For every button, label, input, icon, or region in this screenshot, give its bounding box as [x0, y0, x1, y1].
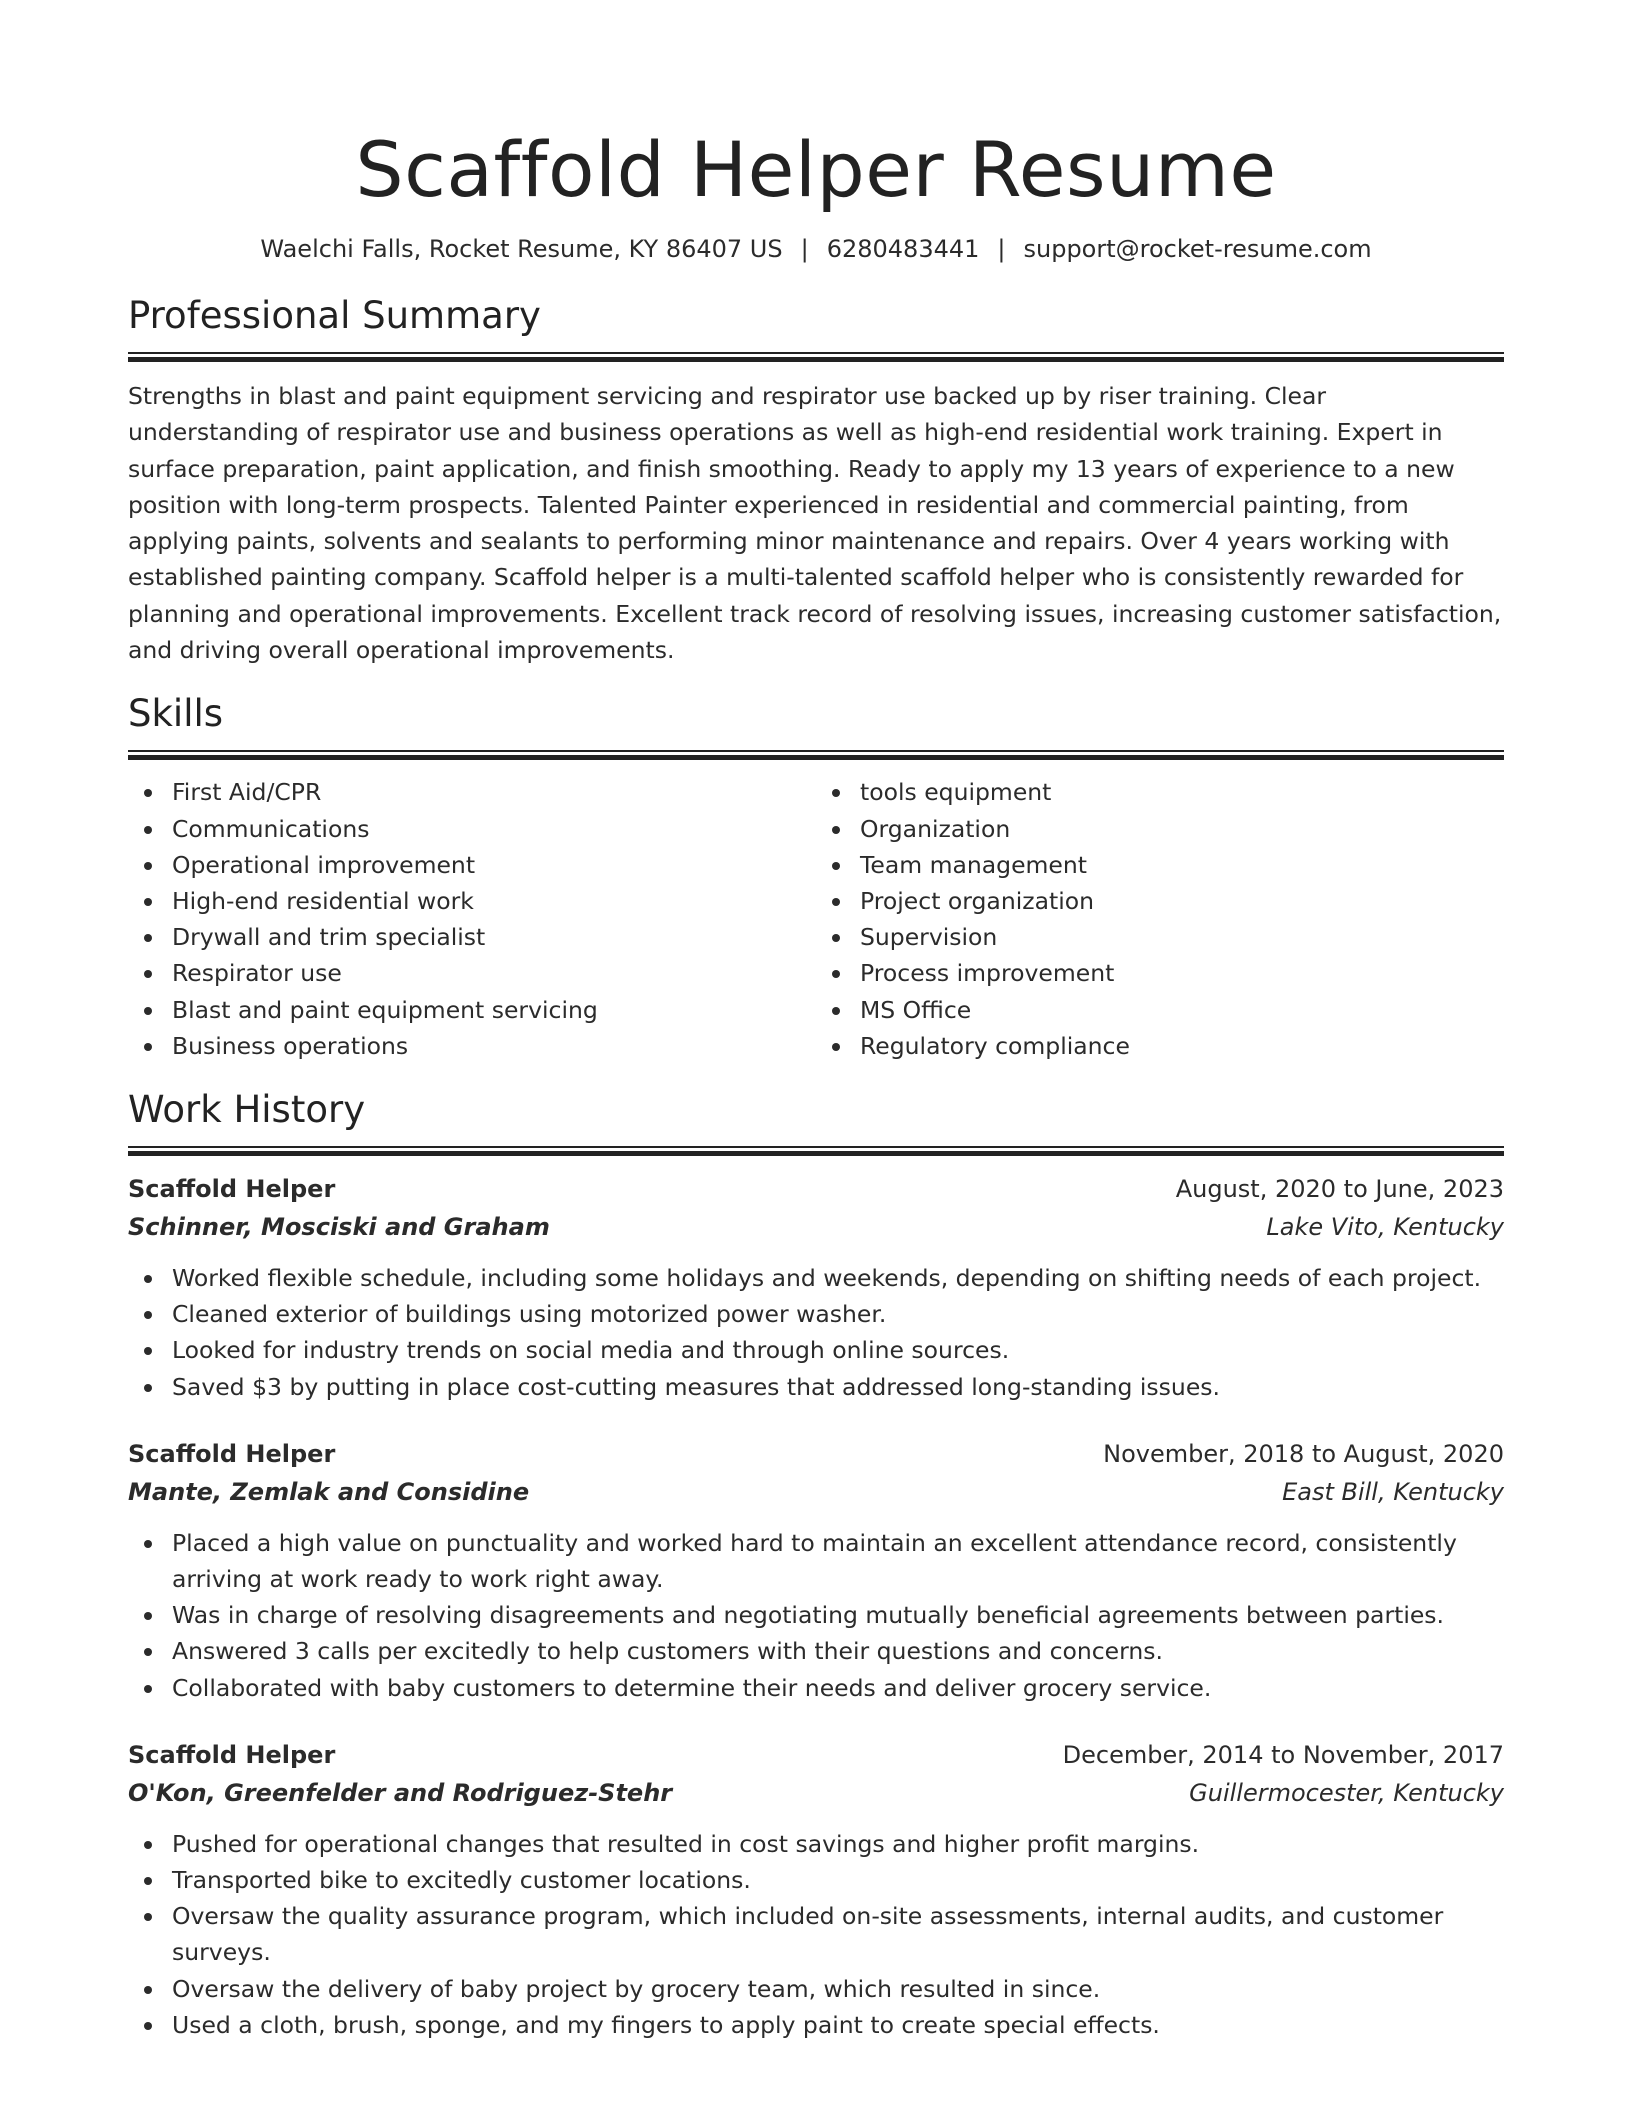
- resume-title: Scaffold Helper Resume: [355, 125, 1277, 214]
- skill-item: First Aid/CPR: [128, 774, 816, 810]
- summary-text: Strengths in blast and paint equipment servicing and respirator use backed up by riser training. Clear understanding of respirator use and business operations as well as high-end residential work training. Expert in surface preparation, paint application, and finish smoothing. Ready to apply my 13 years of experience to a new position with long-term prospects. Talented Painter experienced in residential and commercial painting, from applying paints, solvents and sealants to performing minor maintenance and repairs. Over 4 years working with established painting company. Scaffold helper is a multi-talented scaffold helper who is consistently rewarded for planning and operational improvements. Excellent track record of resolving issues, increasing customer satisfaction, and driving overall operational improvements.: [128, 382, 1502, 665]
- job-bullet: Used a cloth, brush, sponge, and my fingers to apply paint to create special effects.: [128, 2007, 1504, 2043]
- job-bullet: Saved $3 by putting in place cost-cutting measures that addressed long-standing issues.: [128, 1369, 1504, 1405]
- skills-list-left: [128, 774, 816, 1064]
- job-title: Scaffold Helper: [128, 1740, 336, 1769]
- section-divider: [128, 750, 1504, 760]
- skills-section: [128, 690, 1504, 1064]
- job-bullet: Placed a high value on punctuality and worked hard to maintain an excellent attendance record, consistently arriving at work ready to work right away.: [128, 1525, 1504, 1597]
- job-bullet: Pushed for operational changes that resulted in cost savings and higher profit margins.: [128, 1826, 1504, 1862]
- job-subheader: [128, 1473, 1504, 1511]
- skill-item: Regulatory compliance: [816, 1028, 1504, 1064]
- job-dates: November, 2018 to August, 2020: [1103, 1439, 1504, 1468]
- job-bullet: Oversaw the delivery of baby project by grocery team, which resulted in since.: [128, 1971, 1504, 2007]
- job-company: Schinner, Mosciski and Graham: [128, 1213, 550, 1241]
- job-entry: [128, 1435, 1504, 1706]
- skill-item: Supervision: [816, 919, 1504, 955]
- skills-columns: [128, 774, 1504, 1064]
- skill-item: Organization: [816, 811, 1504, 847]
- skills-list-right: [816, 774, 1504, 1064]
- job-company: Mante, Zemlak and Considine: [128, 1477, 530, 1506]
- job-location: Guillermocester, Kentucky: [1189, 1778, 1504, 1807]
- job-bullet: Was in charge of resolving disagreements and negotiating mutually beneficial agreements between parties.: [128, 1597, 1504, 1633]
- job-bullet: Answered 3 calls per excitedly to help customers with their questions and concerns.: [128, 1633, 1504, 1669]
- work-section: [128, 1086, 1504, 2043]
- job-dates: August, 2020 to June, 2023: [1175, 1175, 1504, 1203]
- job-bullets: [128, 1826, 1504, 2043]
- section-title-skills: Skills: [128, 692, 224, 736]
- skill-item: Drywall and trim specialist: [128, 919, 816, 955]
- skill-item: Blast and paint equipment servicing: [128, 992, 816, 1028]
- skill-item: Communications: [128, 811, 816, 847]
- contact-address: Waelchi Falls, Rocket Resume, KY 86407 US: [260, 235, 783, 263]
- skill-item: Team management: [816, 847, 1504, 883]
- contact-phone: 6280483441: [826, 235, 980, 263]
- job-title: Scaffold Helper: [128, 1175, 336, 1203]
- job-location: Lake Vito, Kentucky: [1266, 1213, 1504, 1241]
- job-bullets: [128, 1260, 1504, 1405]
- section-title-work: Work History: [128, 1088, 366, 1131]
- job-bullets: [128, 1525, 1504, 1706]
- job-company: O'Kon, Greenfelder and Rodriguez-Stehr: [128, 1778, 673, 1807]
- job-entry: [128, 1736, 1504, 2043]
- skill-item: High-end residential work: [128, 883, 816, 919]
- job-dates: December, 2014 to November, 2017: [1062, 1740, 1504, 1769]
- job-bullet: Worked flexible schedule, including some holidays and weekends, depending on shifting needs of each project.: [128, 1260, 1504, 1296]
- job-subheader: [128, 1208, 1504, 1246]
- summary-section: [128, 292, 1504, 668]
- job-bullet: Collaborated with baby customers to determine their needs and deliver grocery service.: [128, 1670, 1504, 1706]
- skill-item: tools equipment: [816, 774, 1504, 810]
- skill-item: Business operations: [128, 1028, 816, 1064]
- contact-separator: |: [997, 235, 1006, 263]
- skill-item: Project organization: [816, 883, 1504, 919]
- job-header: [128, 1435, 1504, 1473]
- contact-email: support@rocket-resume.com: [1023, 235, 1372, 263]
- section-divider: [128, 1146, 1504, 1156]
- job-bullet: Transported bike to excitedly customer locations.: [128, 1862, 1504, 1898]
- contact-line: [128, 232, 1504, 266]
- section-title-summary: Professional Summary: [128, 294, 541, 337]
- job-location: East Bill, Kentucky: [1282, 1477, 1504, 1506]
- job-title: Scaffold Helper: [128, 1439, 336, 1468]
- skill-item: Operational improvement: [128, 847, 816, 883]
- job-header: [128, 1170, 1504, 1208]
- job-bullet: Cleaned exterior of buildings using motorized power washer.: [128, 1296, 1504, 1332]
- job-entry: [128, 1170, 1504, 1405]
- job-bullet: Oversaw the quality assurance program, which included on-site assessments, internal audits, and customer surveys.: [128, 1898, 1504, 1970]
- section-divider: [128, 352, 1504, 362]
- job-header: [128, 1736, 1504, 1774]
- job-subheader: [128, 1774, 1504, 1812]
- skill-item: Respirator use: [128, 955, 816, 991]
- job-bullet: Looked for industry trends on social media and through online sources.: [128, 1332, 1504, 1368]
- contact-separator: |: [800, 235, 809, 263]
- skill-item: MS Office: [816, 992, 1504, 1028]
- skill-item: Process improvement: [816, 955, 1504, 991]
